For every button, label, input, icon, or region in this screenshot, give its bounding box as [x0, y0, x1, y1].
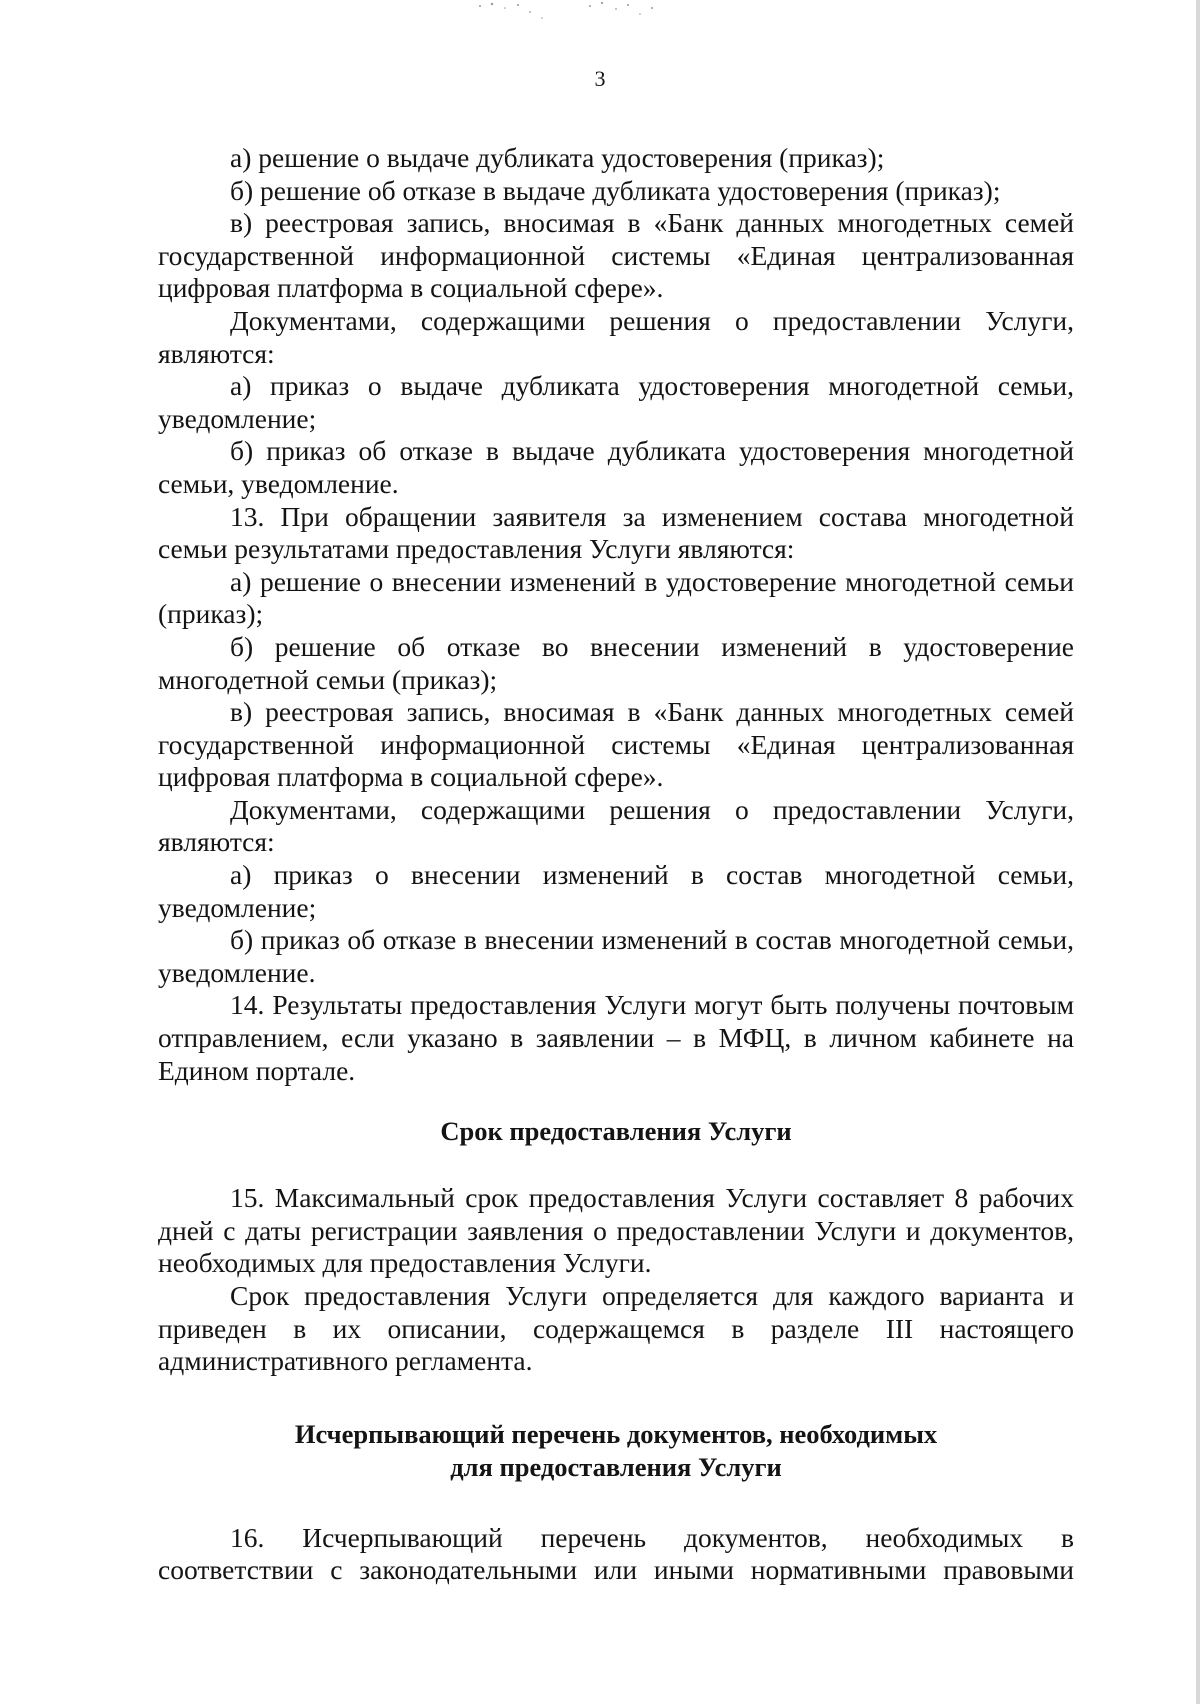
section-heading: Срок предоставления Услуги	[440, 1116, 792, 1147]
paragraph: Документами, содержащими решения о предоставлении Услуги, являются:	[158, 304, 1074, 369]
scan-noise-marks	[470, 0, 690, 30]
paragraph: 16. Исчерпывающий перечень документов, необходимых в соответствии с законодательными или иными нормативными правовыми	[158, 1521, 1074, 1586]
spacer	[158, 1148, 1074, 1182]
spacer	[158, 1484, 1074, 1522]
paragraph: б) решение об отказе во внесении изменений в удостоверение многодетной семьи (приказ);	[158, 630, 1074, 695]
page-number: 3	[594, 66, 606, 91]
paragraph: а) решение о выдаче дубликата удостоверения (приказ);	[230, 142, 885, 173]
paragraph: а) решение о внесении изменений в удостоверение многодетной семьи (приказ);	[158, 565, 1074, 630]
paragraph: 13. При обращении заявителя за изменением состава многодетной семьи результатами предоставления Услуги являются:	[158, 500, 1074, 565]
section-heading-line: Исчерпывающий перечень документов, необходимых	[294, 1418, 938, 1449]
spacer	[158, 1378, 1074, 1418]
paragraph: б) приказ об отказе в выдаче дубликата удостоверения многодетной семьи, уведомление.	[158, 435, 1074, 499]
paragraph: б) приказ об отказе в внесении изменений в состав многодетной семьи, уведомление.	[158, 924, 1074, 988]
paragraph: а) приказ о выдаче дубликата удостоверения многодетной семьи, уведомление;	[158, 370, 1074, 434]
paragraph: в) реестровая запись, вносимая в «Банк данных многодетных семей государственной информационной системы «Единая централизованная цифровая платформа в социальной сфере».	[158, 696, 1074, 793]
document-body	[158, 142, 1074, 1587]
paragraph: б) решение об отказе в выдаче дубликата удостоверения (приказ);	[230, 174, 1001, 206]
section-heading-line: для предоставления Услуги	[450, 1451, 782, 1482]
paragraph: Документами, содержащими решения о предоставлении Услуги, являются:	[158, 793, 1074, 858]
paragraph: Срок предоставления Услуги определяется для каждого варианта и приведен в их описании, содержащемся в разделе III настоящего административного регламента.	[158, 1280, 1074, 1377]
paragraph: 14. Результаты предоставления Услуги могут быть получены почтовым отправлением, если указано в заявлении – в МФЦ, в личном кабинете на Едином портале.	[158, 989, 1074, 1086]
spacer	[158, 1087, 1074, 1115]
scan-edge	[1196, 0, 1200, 1704]
paragraph: в) реестровая запись, вносимая в «Банк данных многодетных семей государственной информационной системы «Единая централизованная цифровая платформа в социальной сфере».	[158, 207, 1074, 304]
paragraph: 15. Максимальный срок предоставления Услуги составляет 8 рабочих дней с даты регистрации заявления о предоставлении Услуги и документов, необходимых для предоставления Услуги.	[158, 1182, 1074, 1279]
paragraph: а) приказ о внесении изменений в состав многодетной семьи, уведомление;	[158, 859, 1074, 923]
